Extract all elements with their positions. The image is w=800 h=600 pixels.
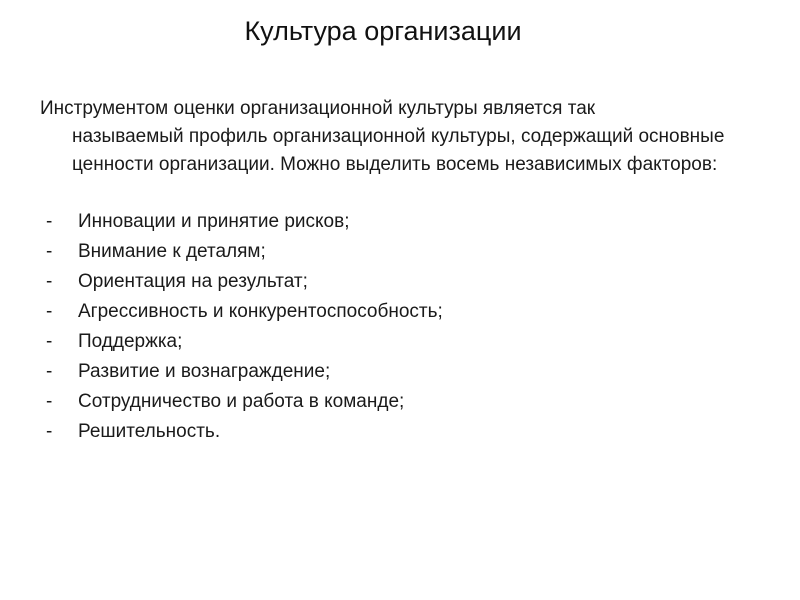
factor-text: Решительность.	[78, 421, 221, 442]
list-item	[46, 387, 443, 417]
list-item	[46, 297, 443, 327]
list-item	[46, 207, 443, 237]
factor-text: Инновации и принятие рисков;	[78, 211, 350, 232]
list-item	[46, 267, 443, 297]
factor-text: Агрессивность и конкурентоспособность;	[78, 301, 443, 322]
factor-text: Поддержка;	[78, 331, 183, 352]
intro-continuation: называемый профиль организационной культуры, содержащий основные ценности организации. Можно выделить восемь независимых факторов:	[72, 126, 725, 175]
bullet-dash: -	[46, 241, 53, 262]
factor-text: Сотрудничество и работа в команде;	[78, 391, 405, 412]
list-item	[46, 417, 443, 447]
factor-text: Ориентация на результат;	[78, 271, 308, 292]
factor-text: Внимание к деталям;	[78, 241, 266, 262]
list-item	[46, 357, 443, 387]
bullet-dash: -	[46, 331, 53, 352]
intro-first-line: Инструментом оценки организационной культуры является так	[40, 98, 596, 119]
bullet-dash: -	[46, 361, 53, 382]
list-item	[46, 237, 443, 267]
bullet-dash: -	[46, 421, 53, 442]
factor-text: Развитие и вознаграждение;	[78, 361, 331, 382]
intro-paragraph	[40, 95, 760, 179]
bullet-dash: -	[46, 271, 53, 292]
slide-title: Культура организации	[244, 16, 522, 46]
bullet-dash: -	[46, 301, 53, 322]
bullet-dash: -	[46, 211, 53, 232]
factors-list	[46, 207, 443, 447]
bullet-dash: -	[46, 391, 53, 412]
list-item	[46, 327, 443, 357]
